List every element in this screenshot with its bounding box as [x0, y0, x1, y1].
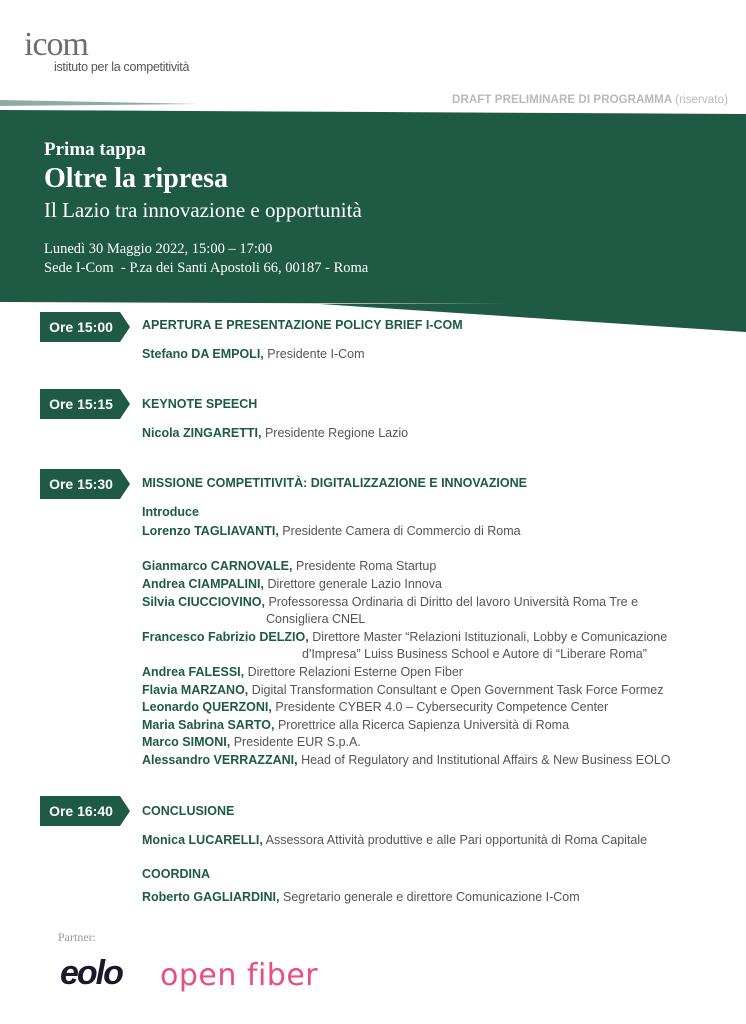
speaker-role: Presidente Regione Lazio — [264, 426, 409, 440]
speaker-name: Flavia MARZANO, — [142, 683, 249, 697]
speaker-role: Professoressa Ordinaria di Diritto del lavoro Università Roma Tre e — [268, 595, 639, 609]
banner-text — [44, 138, 368, 278]
speaker-line — [142, 832, 647, 849]
speaker-line — [142, 523, 521, 540]
speaker-role: Direttore generale Lazio Innova — [267, 577, 442, 591]
time-tag — [40, 796, 130, 826]
speaker-name: Leonardo QUERZONI, — [142, 700, 272, 714]
event-date: Lunedì 30 Maggio 2022, 15:00 – 17:00 — [44, 241, 273, 257]
speaker-name: Monica LUCARELLI, — [142, 833, 263, 847]
speaker-role-continued: d'Impresa” Luiss Business School e Autore di “Liberare Roma” — [302, 647, 647, 661]
speaker-role: Presidente CYBER 4.0 – Cybersecurity Competence Center — [275, 700, 609, 714]
speaker-line — [142, 699, 608, 716]
speaker-line — [142, 346, 365, 363]
speaker-role: Presidente I-Com — [267, 347, 365, 361]
draft-note: (riservato) — [675, 94, 728, 106]
speaker-role: Direttore Master “Relazioni Istituzionali, Lobby e Comunicazione — [312, 630, 668, 644]
speaker-name: Silvia CIUCCIOVINO, — [142, 595, 265, 609]
speaker-name: Gianmarco CARNOVALE, — [142, 559, 293, 573]
speaker-line — [142, 752, 671, 769]
introduce-label: Introduce — [142, 505, 199, 519]
time-tag — [40, 389, 130, 419]
coordinator-label: COORDINA — [142, 867, 211, 881]
speaker-name: Maria Sabrina SARTO, — [142, 718, 275, 732]
draft-main: DRAFT PRELIMINARE DI PROGRAMMA — [452, 94, 672, 106]
speaker-name: Alessandro VERRAZZANI, — [142, 753, 298, 767]
partner-label: Partner: — [58, 930, 96, 944]
speaker-name: Stefano DA EMPOLI, — [142, 347, 264, 361]
speaker-role: Direttore Relazioni Esterne Open Fiber — [247, 665, 463, 679]
session-title: APERTURA E PRESENTAZIONE POLICY BRIEF I-COM — [142, 318, 463, 332]
speaker-line — [142, 629, 667, 646]
speaker-role: Presidente Roma Startup — [295, 559, 437, 573]
session-time: Ore 15:30 — [49, 476, 113, 492]
speaker-name: Francesco Fabrizio DELZIO, — [142, 630, 309, 644]
event-banner — [0, 100, 746, 340]
speaker-line — [142, 425, 408, 442]
session-time: Ore 15:00 — [49, 319, 113, 335]
speaker-name: Roberto GAGLIARDINI, — [142, 890, 280, 904]
session-title: CONCLUSIONE — [142, 804, 235, 818]
speaker-line — [142, 682, 664, 699]
speaker-role: Presidente EUR S.p.A. — [233, 735, 361, 749]
speaker-role: Digital Transformation Consultant e Open Government Task Force Formez — [251, 683, 664, 697]
session-time: Ore 16:40 — [49, 803, 113, 819]
event-subtitle: Il Lazio tra innovazione e opportunità — [44, 198, 362, 222]
speaker-role: Head of Regulatory and Institutional Affairs & New Business EOLO — [301, 753, 671, 767]
open-fiber-logo: open fiber — [160, 958, 319, 993]
speaker-role: Segretario generale e direttore Comunicazione I-Com — [282, 890, 580, 904]
session-title: KEYNOTE SPEECH — [142, 397, 258, 411]
logo-tagline: istituto per la competitività — [54, 60, 190, 74]
speaker-line — [142, 594, 638, 611]
speaker-line — [142, 734, 361, 751]
logo-mark: icom — [24, 26, 88, 63]
speaker-name: Lorenzo TAGLIAVANTI, — [142, 524, 279, 538]
speaker-name: Andrea FALESSI, — [142, 665, 245, 679]
speaker-role: Presidente Camera di Commercio di Roma — [282, 524, 521, 538]
speaker-line — [142, 717, 569, 734]
speaker-role-continued: Consigliera CNEL — [266, 612, 366, 626]
event-title: Oltre la ripresa — [44, 163, 229, 194]
event-kicker: Prima tappa — [44, 139, 146, 160]
eolo-logo: eolo — [60, 954, 122, 992]
speaker-role: Prorettrice alla Ricerca Sapienza Università di Roma — [277, 718, 570, 732]
speaker-line — [142, 664, 463, 681]
speaker-name: Nicola ZINGARETTI, — [142, 426, 262, 440]
session-time: Ore 15:15 — [49, 396, 113, 412]
time-tag — [40, 469, 130, 499]
time-tag — [40, 312, 130, 342]
session-title: MISSIONE COMPETITIVITÀ: DIGITALIZZAZIONE E INNOVAZIONE — [142, 476, 527, 490]
speaker-role: Assessora Attività produttive e alle Pari opportunità di Roma Capitale — [265, 833, 648, 847]
event-place: Sede I-Com - P.za dei Santi Apostoli 66, 00187 - Roma — [44, 260, 369, 276]
speaker-line — [142, 576, 442, 593]
speaker-line — [142, 889, 580, 906]
speaker-line — [142, 558, 436, 575]
speaker-name: Andrea CIAMPALINI, — [142, 577, 264, 591]
speaker-name: Marco SIMONI, — [142, 735, 231, 749]
